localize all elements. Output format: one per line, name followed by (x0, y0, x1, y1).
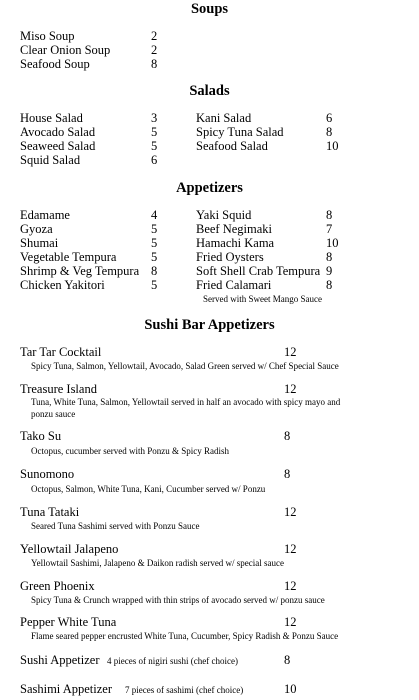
sushi-item-price: 12 (284, 505, 297, 519)
sushi-item-desc: Spicy Tuna, Salmon, Yellowtail, Avocado, Salad Green served w/ Chef Special Sauce (31, 361, 339, 371)
appetizer-item-price: 8 (151, 264, 158, 278)
appetizer-item-price: 4 (151, 208, 158, 222)
sushi-item-desc: ponzu sauce (31, 409, 76, 419)
sushi-item-price: 12 (284, 542, 297, 556)
soup-item-price: 8 (151, 57, 158, 71)
appetizer-item-price: 8 (326, 208, 333, 222)
sushi-item-name: Tako Su (20, 429, 62, 443)
appetizer-item-name: Beef Negimaki (196, 222, 273, 236)
appetizer-item-price: 8 (326, 278, 333, 292)
soups-heading: Soups (190, 1, 229, 17)
sushi-item-price: 10 (284, 682, 297, 696)
sushi-item-name: Sunomono (20, 467, 75, 481)
appetizer-item-price: 10 (326, 236, 339, 250)
appetizer-item-price: 9 (326, 264, 333, 278)
salad-item-name: Spicy Tuna Salad (196, 125, 284, 139)
soup-item-name: Clear Onion Soup (20, 43, 111, 57)
appetizer-item-name: Edamame (20, 208, 70, 222)
appetizer-item-name: Vegetable Tempura (20, 250, 117, 264)
salad-item-name: Seafood Salad (196, 139, 268, 153)
sushi-item-inline-desc: 7 pieces of sashimi (chef choice) (125, 685, 244, 695)
salad-item-name: Squid Salad (20, 153, 81, 167)
salad-item-price: 5 (151, 125, 158, 139)
sushi-item-name: Sushi Appetizer (20, 653, 100, 667)
appetizer-item-name: Shumai (20, 236, 59, 250)
appetizer-item-name: Soft Shell Crab Tempura (196, 264, 321, 278)
appetizer-item-name: Yaki Squid (196, 208, 252, 222)
appetizer-item-name: Fried Oysters (196, 250, 264, 264)
appetizer-item-name: Hamachi Kama (196, 236, 275, 250)
sushi-item-desc: Octopus, Salmon, White Tuna, Kani, Cucumber served w/ Ponzu (31, 484, 266, 494)
salad-item-price: 5 (151, 139, 158, 153)
sushi-item-price: 12 (284, 579, 297, 593)
sushi-item-name: Green Phoenix (20, 579, 95, 593)
salad-item-name: Seaweed Salad (20, 139, 96, 153)
soup-item-price: 2 (151, 43, 158, 57)
appetizer-item-name: Shrimp & Veg Tempura (20, 264, 140, 278)
appetizer-item-price: 5 (151, 278, 158, 292)
sushi-item-price: 8 (284, 467, 291, 481)
sushi-item-desc: Spicy Tuna & Crunch wrapped with thin strips of avocado served w/ ponzu sauce (31, 595, 325, 605)
sushi-item-inline-desc: 4 pieces of nigiri sushi (chef choice) (107, 656, 238, 666)
salad-item-price: 8 (326, 125, 333, 139)
appetizer-item-price: 5 (151, 250, 158, 264)
appetizer-item-price: 7 (326, 222, 333, 236)
soup-item-name: Miso Soup (20, 29, 75, 43)
soup-item-name: Seafood Soup (20, 57, 90, 71)
sushi-item-desc: Flame seared pepper encrusted White Tuna, Cucumber, Spicy Radish & Ponzu Sauce (31, 631, 339, 641)
sushi-item-price: 8 (284, 429, 291, 443)
sushi-bar-heading: Sushi Bar Appetizers (144, 317, 275, 333)
soup-item-price: 2 (151, 29, 158, 43)
sushi-item-price: 8 (284, 653, 291, 667)
salad-item-price: 3 (151, 111, 158, 125)
sushi-item-name: Treasure Island (20, 382, 97, 396)
salad-item-price: 6 (151, 153, 158, 167)
calamari-note: Served with Sweet Mango Sauce (203, 294, 322, 304)
sushi-item-name: Sashimi Appetizer (20, 682, 112, 696)
appetizer-item-name: Chicken Yakitori (20, 278, 105, 292)
appetizer-item-name: Fried Calamari (196, 278, 272, 292)
sushi-item-price: 12 (284, 615, 297, 629)
appetizers-heading: Appetizers (176, 180, 243, 196)
appetizer-item-price: 8 (326, 250, 333, 264)
salad-item-name: Avocado Salad (20, 125, 96, 139)
salads-heading: Salads (189, 83, 230, 99)
sushi-item-name: Yellowtail Jalapeno (20, 542, 119, 556)
sushi-item-price: 12 (284, 345, 297, 359)
salad-item-price: 10 (326, 139, 339, 153)
appetizer-item-price: 5 (151, 236, 158, 250)
salad-item-price: 6 (326, 111, 333, 125)
sushi-item-desc: Tuna, White Tuna, Salmon, Yellowtail served in half an avocado with spicy mayo and (31, 397, 341, 407)
salad-item-name: Kani Salad (196, 111, 252, 125)
sushi-item-price: 12 (284, 382, 297, 396)
sushi-item-desc: Seared Tuna Sashimi served with Ponzu Sauce (31, 521, 200, 531)
salad-item-name: House Salad (20, 111, 83, 125)
sushi-item-name: Tar Tar Cocktail (20, 345, 102, 359)
sushi-item-name: Pepper White Tuna (20, 615, 117, 629)
sushi-item-desc: Octopus, cucumber served with Ponzu & Spicy Radish (31, 446, 229, 456)
sushi-item-name: Tuna Tataki (20, 505, 80, 519)
appetizer-item-name: Gyoza (20, 222, 53, 236)
appetizer-item-price: 5 (151, 222, 158, 236)
sushi-item-desc: Yellowtail Sashimi, Jalapeno & Daikon radish served w/ special sauce (31, 558, 285, 568)
